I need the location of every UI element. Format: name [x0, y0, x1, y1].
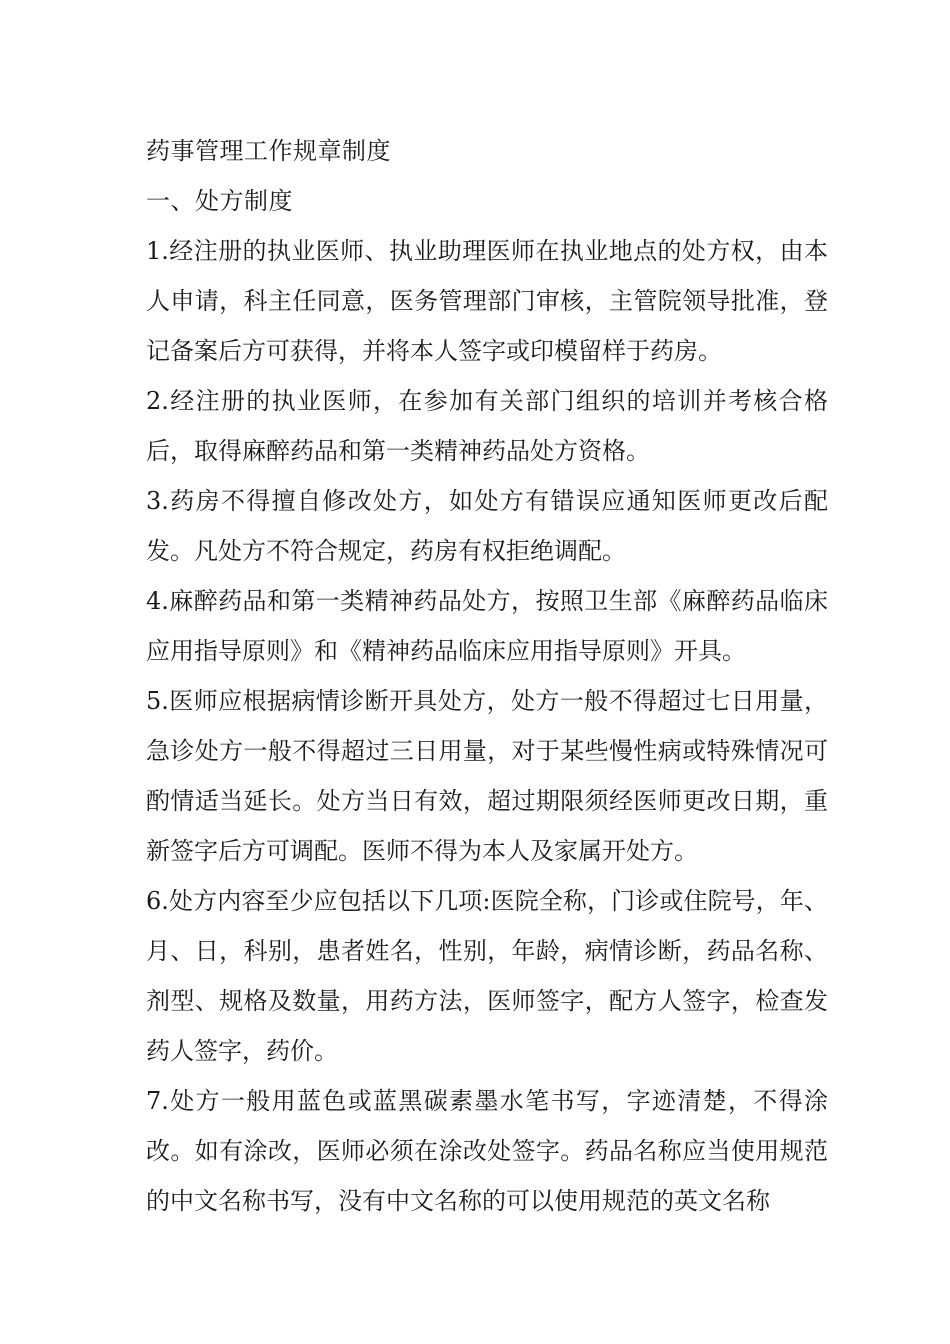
section-heading: 一、处方制度: [146, 187, 293, 215]
paragraph-7: 7.处方一般用蓝色或蓝黑碳素墨水笔书写，字迹清楚，不得涂改。如有涂改，医师必须在涂改处签字。药品名称应当使用规范的中文名称书写，没有中文名称的可以使用规范的英文名称: [146, 1087, 828, 1215]
paragraph-5: 5.医师应根据病情诊断开具处方，处方一般不得超过七日用量，急诊处方一般不得超过三日用量，对于某些慢性病或特殊情况可酌情适当延长。处方当日有效，超过期限须经医师更改日期，重新签字后方可调配。医师不得为本人及家属开处方。: [146, 687, 828, 865]
paragraph-1: 1.经注册的执业医师、执业助理医师在执业地点的处方权，由本人申请，科主任同意，医务管理部门审核，主管院领导批准，登记备案后方可获得，并将本人签字或印模留样于药房。: [146, 237, 828, 365]
document-body: [146, 126, 828, 1226]
paragraph-6: 6.处方内容至少应包括以下几项:医院全称，门诊或住院号，年、月、日，科别，患者姓名，性别，年龄，病情诊断，药品名称、剂型、规格及数量，用药方法，医师签字，配方人签字，检查发药人签字，药价。: [146, 887, 828, 1065]
paragraph-2: 2.经注册的执业医师，在参加有关部门组织的培训并考核合格后，取得麻醉药品和第一类精神药品处方资格。: [146, 387, 828, 465]
paragraph-3: 3.药房不得擅自修改处方，如处方有错误应通知医师更改后配发。凡处方不符合规定，药房有权拒绝调配。: [146, 487, 828, 565]
paragraph-4: 4.麻醉药品和第一类精神药品处方，按照卫生部《麻醉药品临床应用指导原则》和《精神药品临床应用指导原则》开具。: [146, 587, 828, 665]
document-title: 药事管理工作规章制度: [146, 137, 391, 165]
